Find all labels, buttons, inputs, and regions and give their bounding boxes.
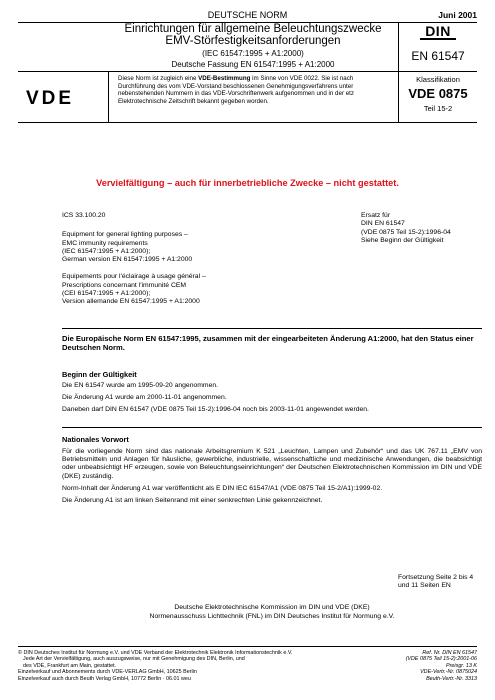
ics-code: ICS 33.100.20 [62, 212, 106, 219]
reference-line: Preisgr. 13 K [446, 662, 477, 669]
reference-line: Ref. Nr. DIN EN 61547 [422, 650, 477, 656]
footer-rule [18, 646, 477, 647]
copyright-line: des VDE, Frankfurt am Main, gestattet. [23, 662, 117, 669]
english-line: Equipment for general lighting purposes – [62, 231, 188, 239]
classification-block [399, 72, 477, 113]
national-foreword [62, 435, 482, 505]
english-line: EMC immunity requirements [62, 239, 148, 247]
standard-type: DEUTSCHE NORM [207, 10, 288, 20]
continuation-note [398, 574, 488, 590]
foreword-paragraph: Für die vorliegende Norm sind das nationale Arbeitsgremium K 521 „Leuchten, Lampen und Zubehör“ und das UK 767.11 „EMV von Betriebsmitteln und Anlagen für häusliche, gewerbliche, industrielle, wissenschaftliche und medizinische Anwendungen, die beabsichtigt oder unbeabsichtigt HF erzeugen, sowie von Beleuchtungseinrichtungen“ der Deutschen Elektrotechnischen Kommission im DIN und VDE (DKE) zuständig. [62, 448, 482, 480]
section-divider [62, 427, 482, 428]
translations-column [62, 212, 292, 307]
document-title [108, 23, 398, 69]
french-line: (CEI 61547:1995 + A1:2000); [62, 290, 151, 298]
vde-logo: VDE [26, 88, 75, 109]
subtitle-line-2: Deutsche Fassung EN 61547:1995 + A1:2000 [171, 59, 335, 69]
title-line-1: Einrichtungen für allgemeine Beleuchtungszwecke [124, 23, 382, 35]
copyright-line: Einzelverkauf auch durch Beuth Verlag GmbH, 10772 Berlin · 06.01 weu [18, 675, 191, 682]
classification-part: Teil 15-2 [423, 104, 453, 113]
validity-line: Daneben darf DIN EN 61547 (VDE 0875 Teil 15-2):1996-04 noch bis 2003-11-01 angewendet werden. [62, 406, 369, 414]
continuation-line: und 11 Seiten EN [398, 582, 451, 590]
copyright-line: © DIN Deutsches Institut für Normung e.V. und VDE Verband der Elektrotechnik Elektronik Informationstechnik e.V. [18, 650, 293, 656]
vde-note-bold: VDE-Bestimmung [198, 75, 251, 82]
copyright-line: Jede Art der Vervielfältigung, auch auszugsweise, nur mit Genehmigung des DIN, Berlin, und [23, 656, 245, 663]
replacement-line: Siehe Beginn der Gültigkeit [361, 236, 444, 244]
din-block [399, 23, 477, 63]
status-statement: Die Europäische Norm EN 61547:1995, zusammen mit der eingearbeiteten Änderung A1:2000, hat den Status einer Deutschen Norm. [62, 334, 474, 352]
committee-block [62, 604, 482, 621]
vde-note-part-1: Diese Norm ist zugleich eine [118, 75, 199, 82]
subtitle-line-1: (IEC 61547:1995 + A1:2000) [202, 49, 304, 58]
validity-heading: Beginn der Gültigkeit [62, 370, 137, 379]
copy-warning: Vervielfältigung – auch für innerbetriebliche Zwecke – nicht gestattet. [96, 178, 399, 188]
foreword-heading: Nationales Vorwort [62, 435, 129, 444]
validity-line: Die Änderung A1 wurde am 2000-11-01 angenommen. [62, 394, 227, 402]
committee-line: Deutsche Elektrotechnische Kommission im DIN und VDE (DKE) [174, 604, 370, 611]
replacement-line: Ersatz für [361, 212, 391, 219]
classification-number: VDE 0875 [408, 86, 468, 101]
replacement-note [361, 212, 481, 245]
copyright-line: Einzelverkauf und Abonnements durch VDE-VERLAG GmbH, 10625 Berlin [18, 669, 197, 676]
top-bar [18, 9, 477, 22]
validity-section [62, 370, 482, 415]
english-line: German version EN 61547:1995 + A1:2000 [62, 256, 193, 264]
header-bottom-rule [18, 122, 477, 123]
committee-line: Normenausschuss Lichttechnik (FNL) im DIN Deutsches Institut für Normung e.V. [149, 612, 395, 620]
french-title [62, 273, 292, 306]
vde-note [118, 75, 390, 105]
continuation-line: Fortsetzung Seite 2 bis 4 [398, 574, 474, 581]
issue-date: Juni 2001 [438, 10, 477, 20]
reference-line: (VDE 0875 Teil 15-2):2001-06 [405, 656, 477, 663]
foreword-paragraph: Die Änderung A1 ist am linken Seitenrand mit einer senkrechten Linie gekennzeichnet. [62, 497, 323, 505]
replacement-line: DIN EN 61547 [361, 220, 405, 228]
replacement-line: (VDE 0875 Teil 15-2):1996-04 [361, 228, 451, 236]
french-line: Equipements pour l'éclairage à usage général – [62, 273, 206, 281]
french-line: Prescriptions concernant l'immunité CEM [62, 281, 187, 289]
classification-label: Klassifikation [416, 75, 460, 84]
title-line-2: EMV-Störfestigkeitsanforderungen [165, 35, 341, 47]
reference-footer [337, 650, 477, 682]
reference-line: VDE-Vertr.-Nr. 0875024 [420, 669, 477, 676]
vde-note-part-2: im Sinne von VDE 0022. Sie ist nach Durchführung des vom VDE-Vorstand beschlossenen Genehmigungsverfahrens unter nebenstehenden Nummern in das VDE-Vorschriftenwerk aufgenommen und in der etz Elektrotechnische Zeitschrift bekannt gegeben worden. [118, 75, 354, 105]
din-logo: DIN [420, 23, 456, 40]
english-title [62, 231, 292, 264]
copyright-footer [18, 650, 358, 682]
vde-logo-block [18, 72, 108, 122]
validity-line: Die EN 61547 wurde am 1995-09-20 angenommen. [62, 382, 219, 389]
section-divider [62, 328, 482, 329]
french-line: Version allemande EN 61547:1995 + A1:2000 [62, 298, 200, 306]
reference-line: Beuth-Vertr.-Nr. 3313 [426, 675, 477, 682]
din-number: EN 61547 [411, 49, 465, 63]
header-left-divider [108, 71, 109, 122]
english-line: (IEC 61547:1995 + A1:2000); [62, 247, 151, 255]
foreword-paragraph: Norm-Inhalt der Änderung A1 war veröffentlicht als E DIN IEC 61547/A1 (VDE 0875 Teil 15-2/A1):1999-02. [62, 484, 383, 492]
